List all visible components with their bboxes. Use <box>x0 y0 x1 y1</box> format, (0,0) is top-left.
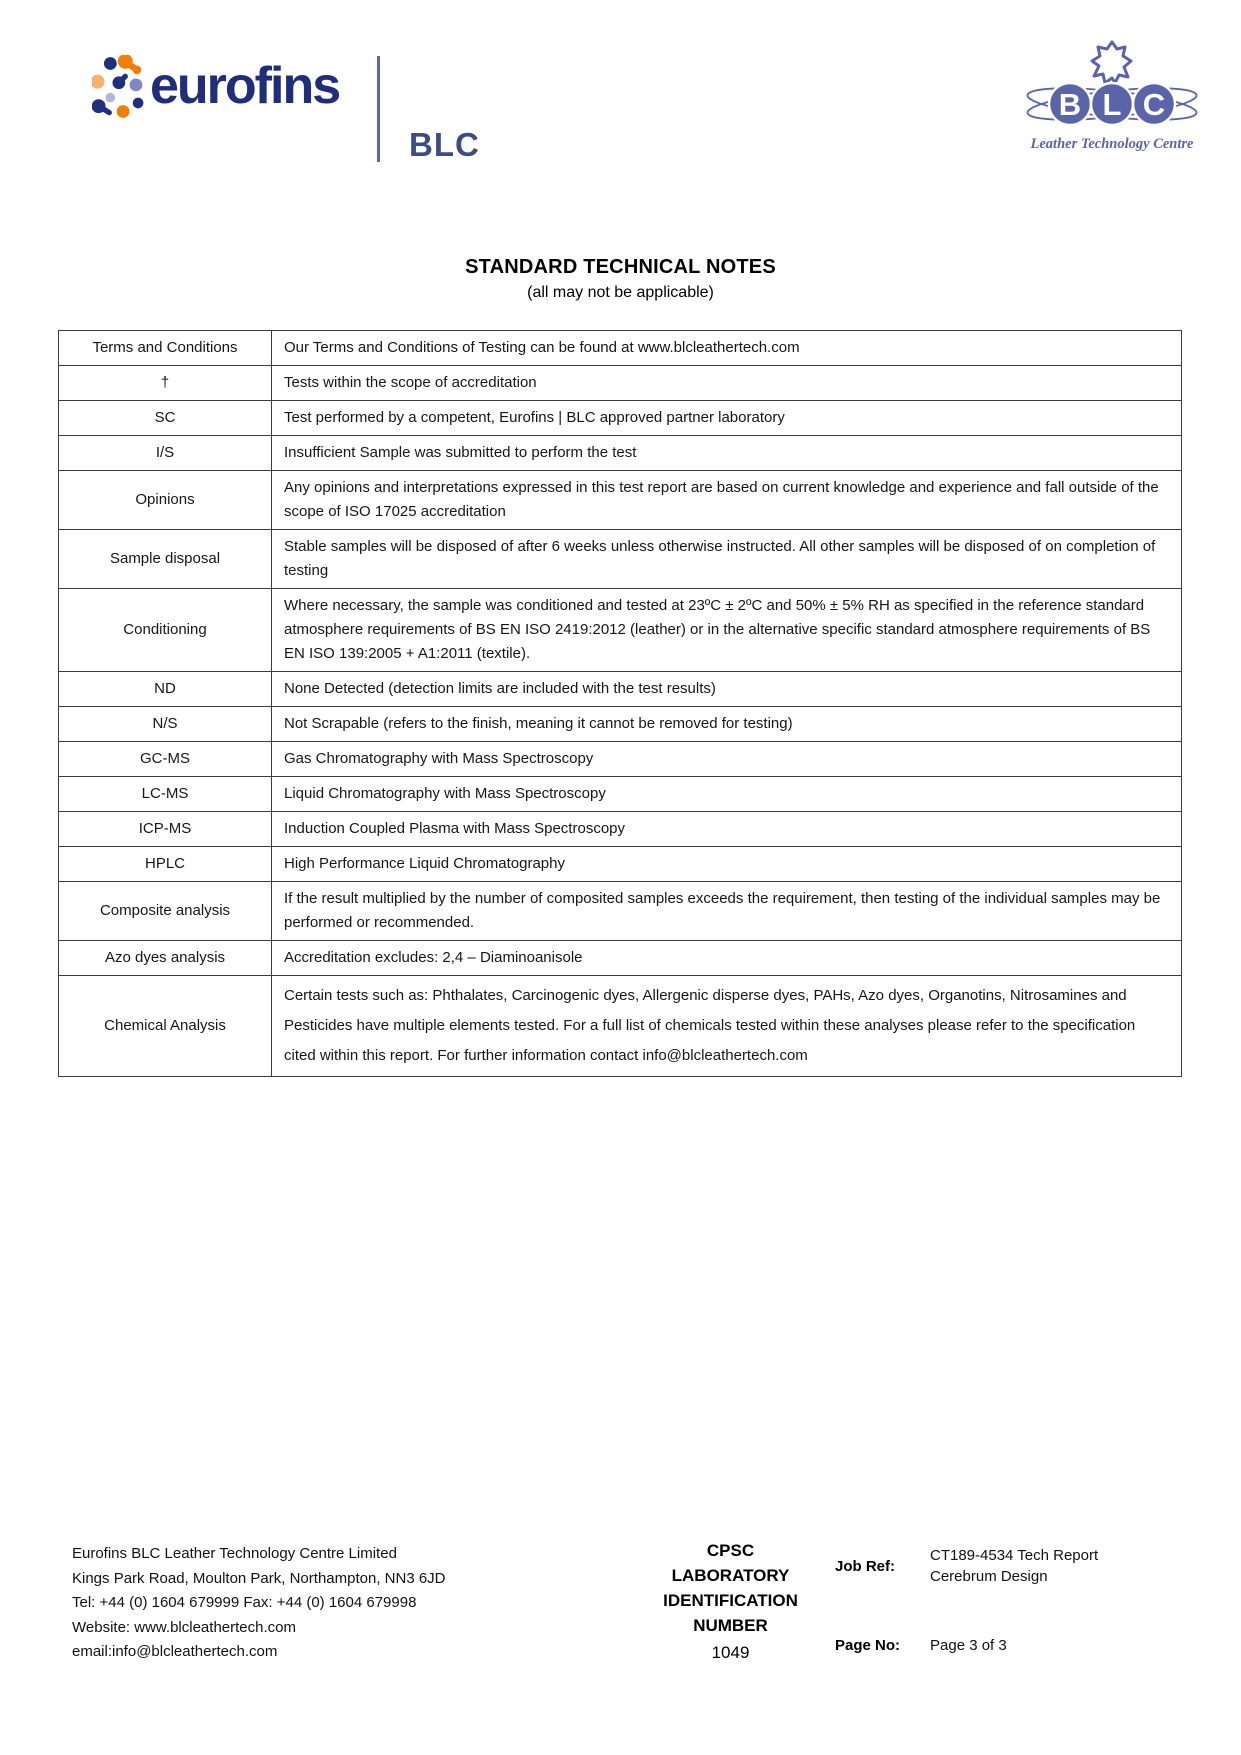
table-row <box>59 589 1182 672</box>
table-row <box>59 882 1182 941</box>
term-cell: Conditioning <box>59 589 272 672</box>
description-cell: Accreditation excludes: 2,4 – Diaminoanisole <box>272 941 1182 976</box>
description-cell: Gas Chromatography with Mass Spectroscopy <box>272 742 1182 777</box>
term-cell: Sample disposal <box>59 530 272 589</box>
page-title: STANDARD TECHNICAL NOTES <box>465 256 776 278</box>
job-ref-row <box>835 1545 1165 1587</box>
eurofins-logo <box>72 40 532 170</box>
blc-letter-l: L <box>1102 87 1122 122</box>
term-cell: Chemical Analysis <box>59 976 272 1077</box>
description-cell: If the result multiplied by the number of composited samples exceeds the requirement, then testing of the individual samples may be performed or recommended. <box>272 882 1182 941</box>
blc-tagline: Leather Technology Centre <box>1030 136 1194 152</box>
job-ref-label: Job Ref: <box>835 1557 895 1575</box>
cpsc-label-line: CPSC <box>706 1541 755 1560</box>
term-cell: LC-MS <box>59 777 272 812</box>
table-row <box>59 471 1182 530</box>
address-line: Tel: +44 (0) 1604 679999 Fax: +44 (0) 1604 679998 <box>72 1594 417 1611</box>
address-line: Website: www.blcleathertech.com <box>72 1618 296 1636</box>
description-cell: Test performed by a competent, Eurofins | BLC approved partner laboratory <box>272 401 1182 436</box>
blc-letter-b: B <box>1058 87 1082 122</box>
eurofins-blc-label: BLC <box>409 126 480 163</box>
table-row <box>59 777 1182 812</box>
description-cell: Not Scrapable (refers to the finish, meaning it cannot be removed for testing) <box>272 707 1182 742</box>
table-row <box>59 742 1182 777</box>
eurofins-wordmark: eurofins <box>150 57 340 115</box>
term-cell: SC <box>59 401 272 436</box>
job-ref-value: CT189-4534 Tech Report Cerebrum Design <box>930 1547 1099 1585</box>
table-row <box>59 672 1182 707</box>
description-cell: Induction Coupled Plasma with Mass Spectroscopy <box>272 812 1182 847</box>
page-no-row <box>835 1635 1165 1656</box>
table-row <box>59 847 1182 882</box>
description-cell: Where necessary, the sample was conditioned and tested at 23ºC ± 2ºC and 50% ± 5% RH as specified in the reference standard atmosphere requirements of BS EN ISO 2419:2012 (leather) or in the alternative specific standard atmosphere requirements of BS EN ISO 139:2005 + A1:2011 (textile). <box>272 589 1182 672</box>
logo-divider <box>377 56 380 162</box>
cpsc-number: 1049 <box>711 1643 750 1662</box>
cpsc-label-line: NUMBER <box>693 1616 768 1635</box>
table-row <box>59 366 1182 401</box>
description-cell: Liquid Chromatography with Mass Spectroscopy <box>272 777 1182 812</box>
table-row <box>59 436 1182 471</box>
table-row <box>59 976 1182 1077</box>
description-cell: Stable samples will be disposed of after 6 weeks unless otherwise instructed. All other samples will be disposed of on completion of testing <box>272 530 1182 589</box>
description-cell: Our Terms and Conditions of Testing can be found at www.blcleathertech.com <box>272 331 1182 366</box>
term-cell: Terms and Conditions <box>59 331 272 366</box>
page-no-label: Page No: <box>835 1637 901 1654</box>
address-line: Kings Park Road, Moulton Park, Northampton, NN3 6JD <box>72 1569 446 1587</box>
footer-address <box>72 1542 446 1665</box>
cpsc-label-line: IDENTIFICATION <box>663 1591 798 1610</box>
description-cell: None Detected (detection limits are included with the test results) <box>272 672 1182 707</box>
term-cell: N/S <box>59 707 272 742</box>
table-row <box>59 530 1182 589</box>
eurofins-dots-icon <box>92 55 150 119</box>
blc-logo <box>1022 38 1202 156</box>
table-row <box>59 812 1182 847</box>
blc-letter-c: C <box>1142 87 1166 122</box>
term-cell: Azo dyes analysis <box>59 941 272 976</box>
address-line: email:info@blcleathertech.com <box>72 1643 278 1660</box>
page-subtitle: (all may not be applicable) <box>527 284 714 301</box>
leather-hide-icon <box>1092 42 1131 83</box>
term-cell: Composite analysis <box>59 882 272 941</box>
term-cell: ICP-MS <box>59 812 272 847</box>
description-cell: High Performance Liquid Chromatography <box>272 847 1182 882</box>
term-cell: I/S <box>59 436 272 471</box>
description-cell: Certain tests such as: Phthalates, Carcinogenic dyes, Allergenic disperse dyes, PAHs, Azo dyes, Organotins, Nitrosamines and Pesticides have multiple elements tested. For a full list of chemicals tested within these analyses please refer to the specification cited within this report. For further information contact info@blcleathertech.com <box>272 976 1182 1077</box>
description-cell: Tests within the scope of accreditation <box>272 366 1182 401</box>
technical-notes-table <box>58 330 1182 1077</box>
title-block <box>0 256 1241 302</box>
cpsc-label-line: LABORATORY <box>671 1566 790 1585</box>
address-line: Eurofins BLC Leather Technology Centre Limited <box>72 1545 397 1562</box>
description-cell: Insufficient Sample was submitted to perform the test <box>272 436 1182 471</box>
table-row <box>59 331 1182 366</box>
term-cell: HPLC <box>59 847 272 882</box>
term-cell: ND <box>59 672 272 707</box>
table-row <box>59 941 1182 976</box>
page-no-value: Page 3 of 3 <box>930 1637 1007 1654</box>
description-cell: Any opinions and interpretations expressed in this test report are based on current knowledge and experience and fall outside of the scope of ISO 17025 accreditation <box>272 471 1182 530</box>
table-row <box>59 707 1182 742</box>
term-cell: † <box>59 366 272 401</box>
term-cell: Opinions <box>59 471 272 530</box>
footer-cpsc-block <box>648 1538 813 1665</box>
table-row <box>59 401 1182 436</box>
term-cell: GC-MS <box>59 742 272 777</box>
footer-refs-block <box>835 1545 1165 1656</box>
